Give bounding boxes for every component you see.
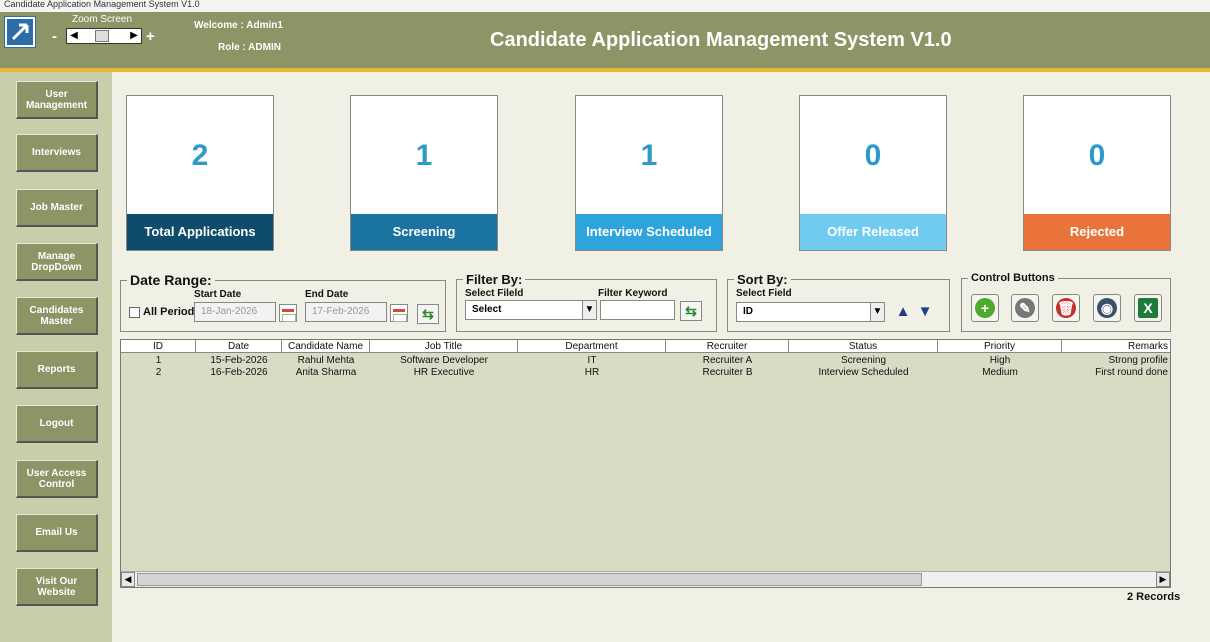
role-text: Role : ADMIN [218,42,281,53]
start-date-label: Start Date [194,289,242,300]
zoom-in-button[interactable]: + [146,28,155,45]
sort-field-label: Select Field [736,288,792,299]
column-header-candidate-name[interactable]: Candidate Name [282,340,370,353]
column-header-recruiter[interactable]: Recruiter [666,340,789,353]
kpi-card-rejected [1023,95,1171,251]
trash-icon: 🗑 [1057,300,1075,316]
cell-recruiter: Recruiter A [702,355,753,366]
cell-department: IT [587,355,597,366]
sidebar-item-visit-website[interactable]: Visit Our Website [16,568,98,606]
filter-refresh-icon[interactable]: ⇆ [680,301,702,321]
sidebar-item-user-management[interactable]: User Management [16,81,98,119]
sidebar-item-reports[interactable]: Reports [16,351,98,389]
column-header-department[interactable]: Department [518,340,666,353]
add-button[interactable] [971,294,999,322]
zoom-out-button[interactable]: - [52,28,57,45]
view-button[interactable] [1093,294,1121,322]
sort-field-select[interactable] [736,302,885,322]
all-period-label: All Period [143,306,195,318]
kpi-card-offer-released [799,95,947,251]
edit-button[interactable] [1011,294,1039,322]
cell-priority: High [989,355,1011,366]
header-stripe [0,68,1210,72]
delete-button[interactable] [1052,294,1080,322]
sidebar-item-job-master[interactable]: Job Master [16,189,98,227]
scroll-left-icon[interactable]: ◀ [121,572,135,587]
cell-id: 2 [155,367,162,378]
zoom-slider-thumb[interactable] [95,30,109,42]
app-header [0,12,1210,68]
kpi-value: 0 [864,139,882,172]
kpi-label: Interview Scheduled [576,214,722,250]
cell-remarks: Strong profile [1108,355,1168,366]
welcome-text: Welcome : Admin1 [194,20,283,31]
view-icon: ◉ [1097,298,1117,318]
kpi-card-total-applications [126,95,274,251]
cell-status: Screening [840,355,887,366]
cell-candidate-name: Anita Sharma [295,367,357,378]
cell-priority: Medium [982,367,1018,378]
sort-ascending-icon[interactable]: ▲ [895,303,911,320]
chevron-down-icon[interactable]: ▼ [870,303,884,321]
sidebar-item-email-us[interactable]: Email Us [16,514,98,552]
kpi-value: 2 [191,139,209,172]
horizontal-scrollbar[interactable] [121,571,1170,587]
cell-job-title: HR Executive [413,367,475,378]
end-date-input[interactable]: 17-Feb-2026 [305,302,387,322]
kpi-value: 1 [640,139,658,172]
scrollbar-thumb[interactable] [137,573,922,586]
date-range-legend: Date Range: [130,272,212,288]
sidebar-item-interviews[interactable]: Interviews [16,134,98,172]
app-icon[interactable] [4,16,36,48]
sidebar-item-manage-dropdown[interactable]: Manage DropDown [16,243,98,281]
sort-descending-icon[interactable]: ▼ [917,303,933,320]
cell-job-title: Software Developer [400,355,488,366]
column-header-id[interactable]: ID [121,340,196,353]
sort-field-value: ID [743,306,753,317]
table-header [121,340,1170,353]
scroll-right-icon[interactable]: ▶ [1156,572,1170,587]
control-buttons-legend: Control Buttons [971,272,1055,284]
date-range-group [120,272,446,332]
page-title: Candidate Application Management System V1.0 [490,29,952,51]
filter-keyword-input[interactable] [600,300,675,320]
kpi-value: 0 [1088,139,1106,172]
filter-field-label: Select Fileld [465,288,524,299]
kpi-label: Screening [351,214,497,250]
kpi-card-screening [350,95,498,251]
cell-recruiter: Recruiter B [702,367,753,378]
records-count: 2 Records [1127,591,1181,603]
table-row[interactable] [121,366,1170,379]
filter-field-value: Select [472,304,502,315]
cell-remarks: First round done [1095,367,1168,378]
zoom-label: Zoom Screen [72,14,133,25]
sidebar-item-user-access-control[interactable]: User Access Control [16,460,98,498]
zoom-left-arrow-icon[interactable]: ◀ [70,30,78,41]
all-period-checkbox[interactable] [129,307,140,318]
sidebar-item-candidates-master[interactable]: Candidates Master [16,297,98,335]
pencil-icon: ✎ [1015,298,1035,318]
start-date-calendar-icon[interactable] [279,304,297,322]
date-refresh-icon[interactable]: ⇆ [417,304,439,324]
zoom-right-arrow-icon[interactable]: ▶ [130,30,138,41]
window-titlebar [0,0,1210,12]
end-date-calendar-icon[interactable] [390,304,408,322]
filter-legend: Filter By: [466,272,523,287]
candidates-table [120,339,1171,588]
export-excel-button[interactable] [1134,294,1162,322]
column-header-remarks[interactable]: Remarks [1127,341,1168,352]
filter-field-select[interactable] [465,300,597,320]
window-title: Candidate Application Management System V1.0 [4,0,200,9]
cell-status: Interview Scheduled [818,367,909,378]
chevron-down-icon[interactable]: ▼ [582,301,596,319]
start-date-input[interactable]: 18-Jan-2026 [194,302,276,322]
kpi-label: Rejected [1024,214,1170,250]
sort-legend: Sort By: [737,272,788,287]
excel-icon: X [1138,298,1158,318]
cell-department: HR [584,367,600,378]
cell-id: 1 [155,355,162,366]
kpi-label: Offer Released [800,214,946,250]
kpi-label: Total Applications [127,214,273,250]
cell-date: 15-Feb-2026 [210,355,268,366]
column-header-date[interactable]: Date [196,340,282,353]
filter-keyword-label: Filter Keyword [598,288,668,299]
column-header-status[interactable]: Status [789,340,938,353]
kpi-card-interview-scheduled [575,95,723,251]
sidebar-item-logout[interactable]: Logout [16,405,98,443]
column-header-job-title[interactable]: Job Title [370,340,518,353]
cell-date: 16-Feb-2026 [210,367,268,378]
sidebar [0,72,112,642]
kpi-value: 1 [415,139,433,172]
end-date-label: End Date [305,289,349,300]
zoom-slider[interactable] [66,28,142,44]
plus-icon: + [975,298,995,318]
cell-candidate-name: Rahul Mehta [297,355,355,366]
column-header-priority[interactable]: Priority [938,340,1062,353]
